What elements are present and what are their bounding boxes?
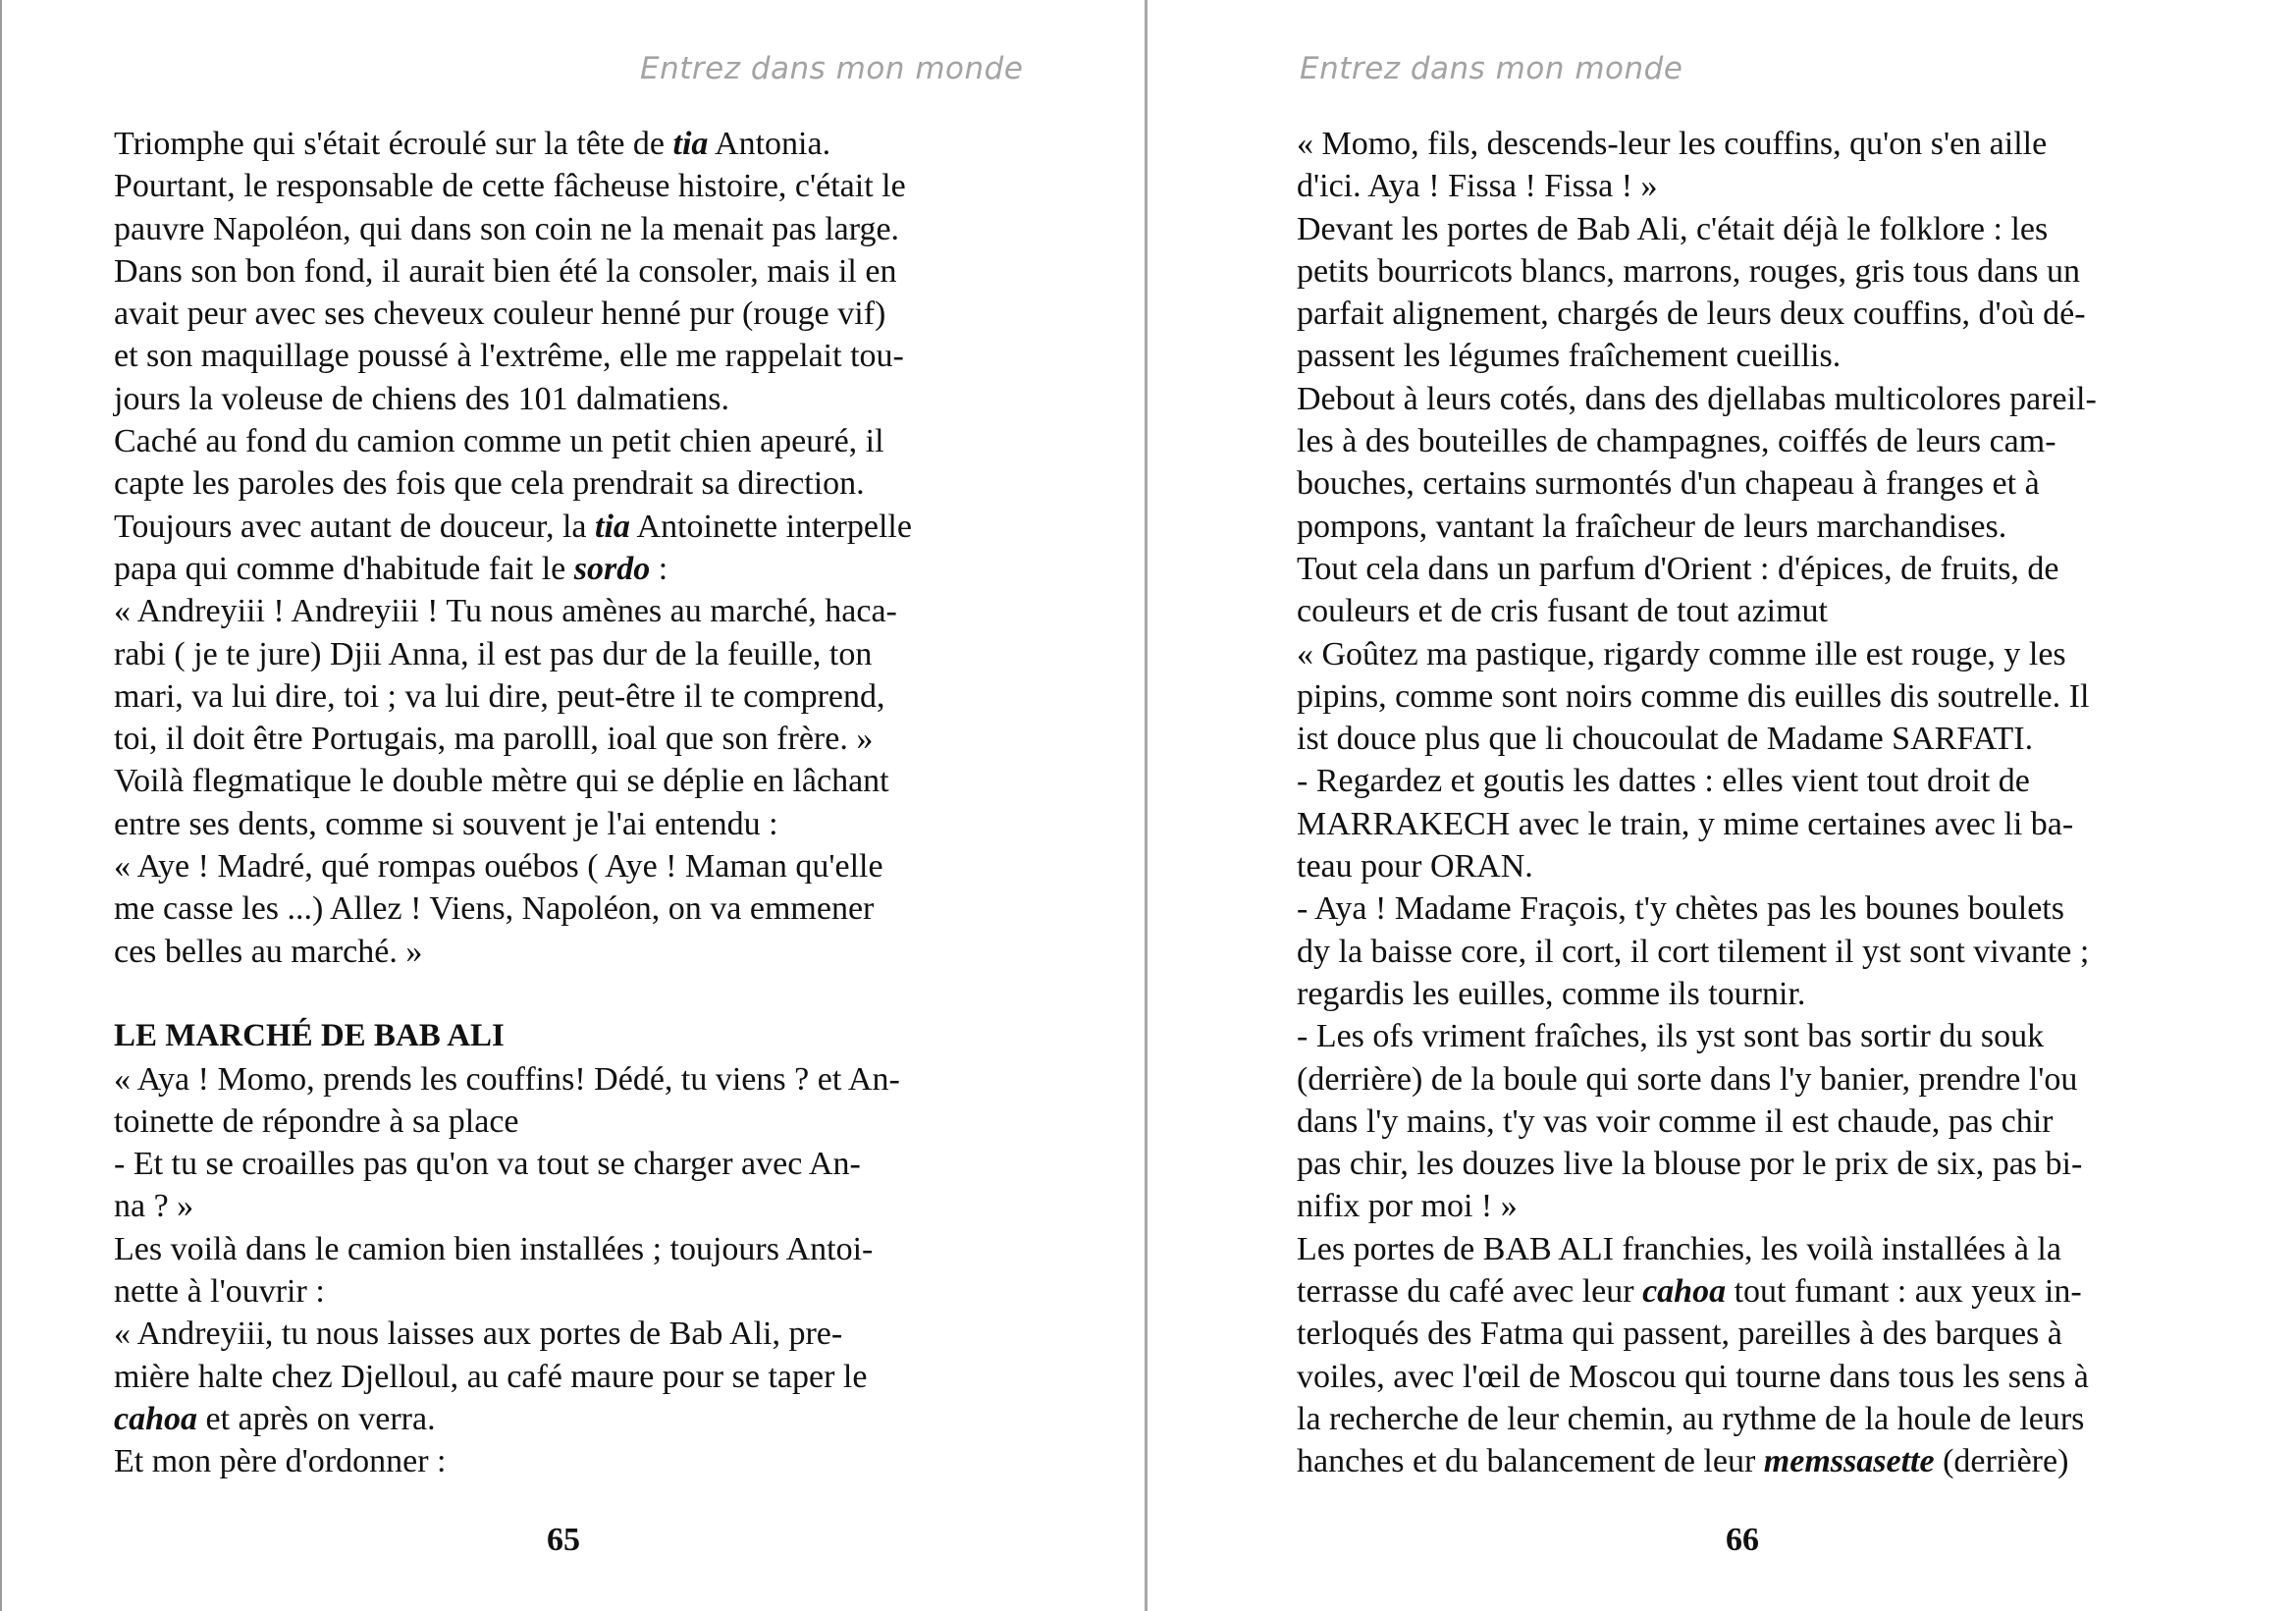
text-run: toi, il doit être Portugais, ma parolll, ioal que son frère. » xyxy=(114,721,874,758)
text-run: Toujours avec autant de douceur, la xyxy=(114,508,596,545)
text-line xyxy=(114,675,1000,718)
text-run: me casse les ...) Allez ! Viens, Napoléon, on va emmener xyxy=(114,890,875,928)
emphasized-word: tia xyxy=(595,508,630,545)
section-heading xyxy=(114,1015,1000,1057)
emphasized-word: cahoa xyxy=(1642,1273,1727,1311)
text-run: ist douce plus que li choucoulat de Madame SARFATI. xyxy=(1297,721,2034,758)
text-line xyxy=(114,1101,1000,1143)
text-line xyxy=(1297,208,2183,250)
text-line xyxy=(114,718,1000,760)
text-run: « Andreyiii ! Andreyiii ! Tu nous amènes au marché, haca- xyxy=(114,593,897,630)
text-run: la recherche de leur chemin, au rythme de la houle de leurs xyxy=(1297,1400,2085,1437)
text-run: mari, va lui dire, toi ; va lui dire, peut-être il te comprend, xyxy=(114,677,885,715)
left-page xyxy=(0,0,1145,1611)
text-line xyxy=(114,1143,1000,1185)
text-line xyxy=(1297,760,2183,802)
text-line xyxy=(114,1185,1000,1227)
text-line xyxy=(114,1228,1000,1270)
text-run: - Regardez et goutis les dattes : elles vient tout droit de xyxy=(1297,763,2030,800)
text-line xyxy=(1297,1185,2183,1227)
text-run: mière halte chez Djelloul, au café maure pour se taper le xyxy=(114,1358,868,1395)
text-line xyxy=(114,420,1000,462)
text-run: rabi ( je te jure) Djii Anna, il est pas dur de la feuille, ton xyxy=(114,635,873,672)
text-run: voiles, avec l'œil de Moscou qui tourne dans tous les sens à xyxy=(1297,1358,2089,1395)
text-run: hanches et du balancement de leur xyxy=(1297,1443,1764,1480)
text-run: pipins, comme sont noirs comme dis euilles dis soutrelle. Il xyxy=(1297,677,2090,715)
text-run: capte les paroles des fois que cela prendrait sa direction. xyxy=(114,465,865,503)
page-number-left: 65 xyxy=(547,1522,580,1558)
text-line xyxy=(114,803,1000,845)
text-line xyxy=(114,335,1000,377)
text-run: Triomphe qui s'était écroulé sur la tête de xyxy=(114,126,673,162)
text-line xyxy=(1297,803,2183,845)
text-run: « Aya ! Momo, prends les couffins! Dédé, tu viens ? et An- xyxy=(114,1060,900,1098)
text-run: toinette de répondre à sa place xyxy=(114,1102,519,1140)
text-run: MARRAKECH avec le train, y mime certaines avec li ba- xyxy=(1297,805,2074,842)
text-run: Antonia. xyxy=(708,126,831,162)
text-line xyxy=(114,548,1000,590)
text-line xyxy=(114,1313,1000,1355)
text-line xyxy=(114,1398,1000,1440)
text-run: et son maquillage poussé à l'extrême, elle me rappelait tou- xyxy=(114,338,904,375)
text-run: petits bourricots blancs, marrons, rouges, gris tous dans un xyxy=(1297,252,2080,290)
emphasized-word: cahoa xyxy=(114,1400,197,1437)
text-line xyxy=(1297,590,2183,632)
text-run: Caché au fond du camion comme un petit chien apeuré, il xyxy=(114,423,884,460)
text-line xyxy=(1297,633,2183,675)
text-run: Et mon père d'ordonner : xyxy=(114,1443,447,1480)
text-line xyxy=(114,165,1000,207)
text-line xyxy=(114,1440,1000,1482)
text-line xyxy=(1297,973,2183,1015)
text-line xyxy=(1297,1058,2183,1101)
text-run: - Et tu se croailles pas qu'on va tout se charger avec An- xyxy=(114,1146,861,1183)
text-run: papa qui comme d'habitude fait le xyxy=(114,550,574,587)
text-line xyxy=(1297,1015,2183,1057)
text-run: pas chir, les douzes live la blouse por le prix de six, pas bi- xyxy=(1297,1146,2083,1183)
text-run: teau pour ORAN. xyxy=(1297,848,1533,886)
text-line xyxy=(114,633,1000,675)
text-line xyxy=(1297,378,2183,420)
text-run: dans l'y mains, t'y vas voir comme il est chaude, pas chir xyxy=(1297,1102,2054,1140)
text-line xyxy=(114,506,1000,548)
text-line xyxy=(1297,1313,2183,1355)
text-line xyxy=(114,208,1000,250)
text-run: nette à l'ouvrir : xyxy=(114,1273,325,1311)
text-line xyxy=(114,1356,1000,1398)
text-run: « Goûtez ma pastique, rigardy comme ille est rouge, y les xyxy=(1297,635,2066,672)
text-run: terloqués des Fatma qui passent, pareilles à des barques à xyxy=(1297,1316,2062,1353)
text-run: d'ici. Aya ! Fissa ! Fissa ! » xyxy=(1297,168,1658,205)
running-head-left: Entrez dans mon monde xyxy=(640,51,1024,86)
text-line xyxy=(1297,887,2183,930)
text-line xyxy=(114,931,1000,973)
text-run: « Aye ! Madré, qué rompas ouébos ( Aye ! Maman qu'elle xyxy=(114,848,883,886)
text-run: Pourtant, le responsable de cette fâcheuse histoire, c'était le xyxy=(114,168,906,205)
text-run: nifix por moi ! » xyxy=(1297,1188,1518,1225)
text-line xyxy=(114,1058,1000,1101)
text-run: - Aya ! Madame Fraçois, t'y chètes pas les bounes boulets xyxy=(1297,890,2064,928)
text-line xyxy=(1297,462,2183,505)
text-line xyxy=(1297,1228,2183,1270)
right-page xyxy=(1148,0,2296,1611)
text-run: (derrière) de la boule qui sorte dans l'y banier, prendre l'ou xyxy=(1297,1060,2078,1098)
text-run: passent les légumes fraîchement cueillis. xyxy=(1297,338,1842,375)
text-line xyxy=(114,845,1000,887)
text-run: Debout à leurs cotés, dans des djellabas multicolores pareil- xyxy=(1297,380,2097,417)
text-line xyxy=(1297,1398,2183,1440)
text-run: Les portes de BAB ALI franchies, les voilà installées à la xyxy=(1297,1230,2061,1267)
paragraph-spacer xyxy=(114,973,1000,1015)
emphasized-word: sordo xyxy=(573,550,651,587)
text-run: na ? » xyxy=(114,1188,194,1225)
text-run: Devant les portes de Bab Ali, c'était déjà le folklore : les xyxy=(1297,210,2049,247)
text-run: tout fumant : aux yeux in- xyxy=(1726,1273,2082,1311)
text-run: - Les ofs vriment fraîches, ils yst sont bas sortir du souk xyxy=(1297,1018,2045,1055)
text-line xyxy=(114,887,1000,930)
text-run: : xyxy=(650,550,668,587)
text-line xyxy=(1297,675,2183,718)
text-run: Tout cela dans un parfum d'Orient : d'épices, de fruits, de xyxy=(1297,550,2059,587)
text-line xyxy=(1297,1356,2183,1398)
text-line xyxy=(114,250,1000,293)
text-line xyxy=(1297,293,2183,335)
text-line xyxy=(1297,123,2183,165)
text-line xyxy=(1297,506,2183,548)
emphasized-word: tia xyxy=(672,126,709,162)
text-line xyxy=(114,462,1000,505)
text-line xyxy=(1297,845,2183,887)
text-line xyxy=(114,378,1000,420)
text-run: pauvre Napoléon, qui dans son coin ne la menait pas large. xyxy=(114,210,900,247)
text-run: avait peur avec ses cheveux couleur henné pur (rouge vif) xyxy=(114,295,886,333)
text-run: pompons, vantant la fraîcheur de leurs marchandises. xyxy=(1297,508,2007,545)
text-line xyxy=(1297,1440,2183,1482)
text-run: les à des bouteilles de champagnes, coiffés de leurs cam- xyxy=(1297,423,2056,460)
text-line xyxy=(1297,931,2183,973)
text-run: dy la baisse core, il cort, il cort tilement il yst sont vivante ; xyxy=(1297,933,2090,970)
text-run: Les voilà dans le camion bien installées ; toujours Antoi- xyxy=(114,1230,874,1267)
text-line xyxy=(114,293,1000,335)
text-line xyxy=(114,590,1000,632)
right-page-body xyxy=(1297,123,2183,1483)
text-line xyxy=(1297,335,2183,377)
text-line xyxy=(1297,1143,2183,1185)
text-run: et après on verra. xyxy=(197,1400,436,1437)
text-run: couleurs et de cris fusant de tout azimut xyxy=(1297,593,1828,630)
text-run: bouches, certains surmontés d'un chapeau à franges et à xyxy=(1297,465,2040,503)
text-line xyxy=(1297,1101,2183,1143)
text-line xyxy=(1297,718,2183,760)
text-line xyxy=(114,760,1000,802)
text-run: regardis les euilles, comme ils tournir. xyxy=(1297,975,1806,1012)
text-run: terrasse du café avec leur xyxy=(1297,1273,1643,1311)
text-line xyxy=(1297,420,2183,462)
text-run: (derrière) xyxy=(1934,1443,2069,1480)
text-run: ces belles au marché. » xyxy=(114,933,423,970)
page-number-right: 66 xyxy=(1726,1522,1759,1558)
text-run: « Momo, fils, descends-leur les couffins, qu'on s'en aille xyxy=(1297,126,2048,162)
emphasized-word: memssasette xyxy=(1763,1443,1935,1480)
text-run: Antoinette interpelle xyxy=(629,508,912,545)
text-run: « Andreyiii, tu nous laisses aux portes de Bab Ali, pre- xyxy=(114,1316,843,1353)
text-line xyxy=(114,123,1000,165)
text-line xyxy=(1297,250,2183,293)
text-line xyxy=(1297,548,2183,590)
running-head-right: Entrez dans mon monde xyxy=(1300,51,1683,86)
text-line xyxy=(114,1270,1000,1313)
text-run: Dans son bon fond, il aurait bien été la consoler, mais il en xyxy=(114,252,897,290)
text-line xyxy=(1297,1270,2183,1313)
text-run: jours la voleuse de chiens des 101 dalmatiens. xyxy=(114,380,729,417)
section-heading-text: LE MARCHÉ DE BAB ALI xyxy=(114,1018,505,1054)
text-run: entre ses dents, comme si souvent je l'ai entendu : xyxy=(114,805,778,842)
text-line xyxy=(1297,165,2183,207)
text-run: Voilà flegmatique le double mètre qui se déplie en lâchant xyxy=(114,763,889,800)
left-page-body xyxy=(114,123,1000,1483)
text-run: parfait alignement, chargés de leurs deux couffins, d'où dé- xyxy=(1297,295,2086,333)
